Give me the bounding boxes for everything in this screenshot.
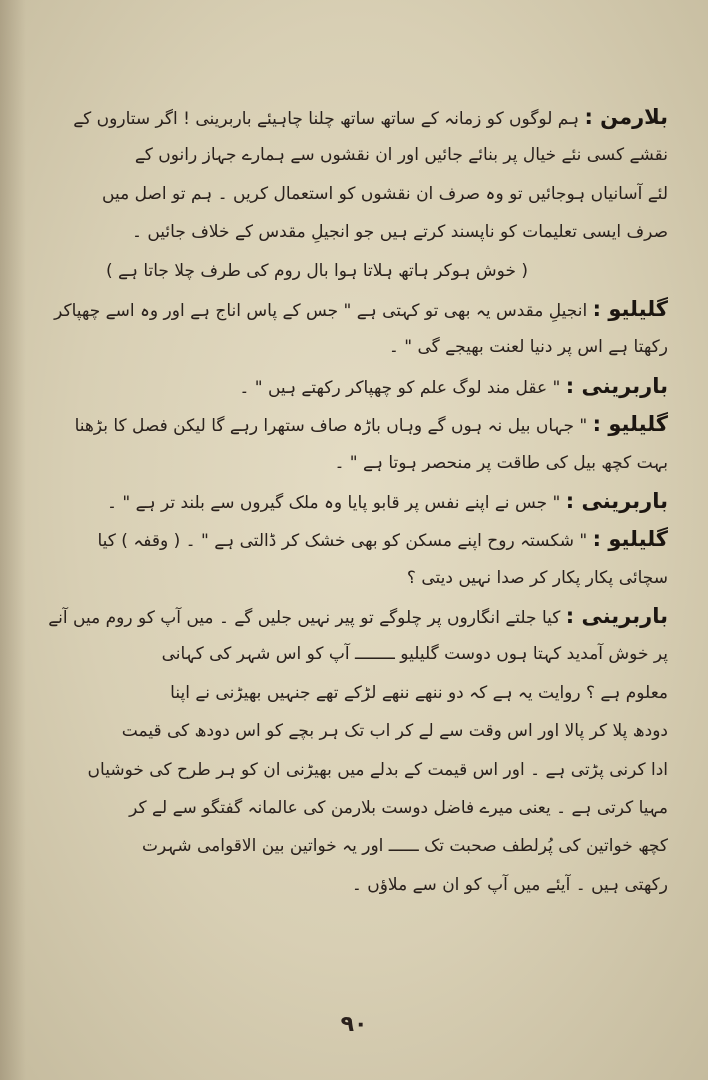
speaker-name: باربرینی : (565, 373, 668, 398)
line-text: لئے آسانیاں ہوجائیں تو وہ صرف ان نقشوں کو استعمال کریں ۔ ہم تو اصل میں (102, 183, 668, 204)
dialogue-text-block (36, 98, 668, 904)
speaker-name: باربرینی : (565, 488, 668, 513)
speaker-name: باربرینی : (565, 604, 668, 629)
line-text: رکھتی ہیں ۔ آیئے میں آپ کو ان سے ملاؤں ۔ (351, 874, 668, 895)
text-line (36, 789, 668, 827)
text-line (36, 405, 668, 443)
speaker-name: گلیلیو : (592, 296, 668, 321)
line-text: " جہاں بیل نہ ہوں گے وہاں باڑہ صاف ستھرا رہے گا لیکن فصل کا بڑھنا (74, 416, 593, 437)
speaker-name: گلیلیو : (592, 527, 668, 552)
line-text: انجیلِ مقدس یہ بھی تو کہتی ہے " جس کے پاس اناج ہے اور وہ اسے چھپاکر (54, 300, 593, 321)
line-text: معلوم ہے ؟ روایت یہ ہے کہ دو ننھے ننھے لڑکے تھے جنہیں بھیڑنی نے اپنا (170, 682, 668, 703)
line-text: نقشے کسی نئے خیال پر بنائے جائیں اور ان نقشوں سے ہمارے جہاز رانوں کے (134, 145, 668, 166)
text-line (36, 559, 668, 597)
line-text: ادا کرنی پڑتی ہے ۔ اور اس قیمت کے بدلے میں بھیڑنی ان کو ہر طرح کی خوشیاں (87, 759, 668, 780)
line-text: ( خوش ہوکر ہاتھ ہلاتا ہوا بال روم کی طرف چلا جاتا ہے ) (105, 260, 528, 281)
line-text: صرف ایسی تعلیمات کو ناپسند کرتے ہیں جو انجیلِ مقدس کے خلاف جائیں ۔ (132, 222, 668, 243)
line-text: رکھتا ہے اس پر دنیا لعنت بھیجے گی " ۔ (388, 337, 668, 358)
text-line (36, 444, 668, 482)
text-line (36, 213, 668, 251)
page-number: ۹۰ (340, 1012, 368, 1037)
text-line (36, 827, 668, 865)
line-text: ہم لوگوں کو زمانہ کے ساتھ ساتھ چلنا چاہیئے باربرینی ! اگر ستاروں کے (73, 109, 585, 129)
line-text: " عقل مند لوگ علم کو چھپاکر رکھتے ہیں " ۔ (239, 377, 566, 398)
text-line (36, 674, 668, 712)
text-line (36, 98, 668, 136)
text-line (36, 866, 668, 904)
text-line (36, 175, 668, 213)
speaker-name: گلیلیو : (592, 412, 668, 437)
line-text: دودھ پلا کر پالا اور اس وقت سے لے کر اب تک ہر بچے کو اس دودھ کی قیمت (121, 721, 668, 742)
text-line (36, 751, 668, 789)
text-line (36, 328, 668, 366)
text-line (36, 290, 668, 328)
line-text: کیا جلتے انگاروں پر چلوگے تو پیر نہیں جلیں گے ۔ میں آپ کو روم میں آنے (48, 608, 566, 629)
line-text: پر خوش آمدید کہتا ہوں دوست گلیلیو ــــــــ آپ کو اس شہر کی کہانی (161, 644, 668, 665)
stage-direction-line (36, 252, 668, 290)
text-line (36, 136, 668, 174)
text-line (36, 597, 668, 635)
line-text: " جس نے اپنے نفس پر قابو پایا وہ ملک گیروں سے بلند تر ہے " ۔ (107, 492, 566, 513)
line-text: " شکستہ روح اپنے مسکن کو بھی خشک کر ڈالتی ہے " ۔ ( وقفہ ) کیا (97, 531, 593, 552)
text-line (36, 520, 668, 558)
binding-shadow (0, 0, 26, 1080)
text-line (36, 482, 668, 520)
text-line (36, 712, 668, 750)
line-text: مہیا کرتی ہے ۔ یعنی میرے فاضل دوست بلارمن کی عالمانہ گفتگو سے لے کر (129, 798, 668, 819)
speaker-name: بلارمن : (584, 105, 668, 129)
text-line (36, 367, 668, 405)
line-text: سچائی پکار پکار کر صدا نہیں دیتی ؟ (406, 567, 668, 588)
line-text: بہت کچھ بیل کی طاقت پر منحصر ہوتا ہے " ۔ (334, 452, 668, 473)
line-text: کچھ خواتین کی پُرلطف صحبت تک ــــــ اور یہ خواتین بین الاقوامی شہرت (142, 836, 668, 857)
text-line (36, 635, 668, 673)
